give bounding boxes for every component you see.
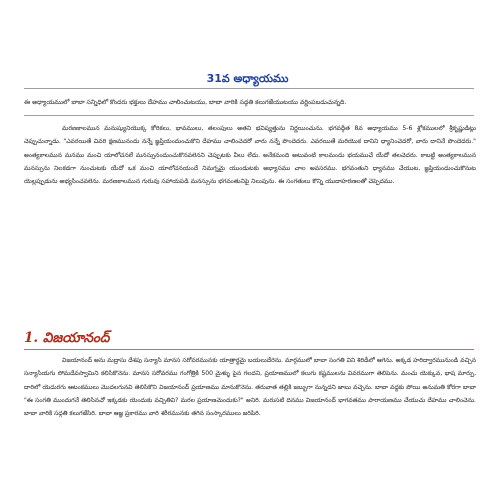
section-heading: 1. విజయానంద్ xyxy=(24,330,110,346)
chapter-title: 31వ అధ్యాయము xyxy=(206,72,289,85)
intro-divider xyxy=(24,115,474,116)
section-divider xyxy=(24,349,474,350)
body-paragraph-2: విజయానంద్ అను మద్రాసు దేశపు సన్యాసి మానస సరోవరమునకు యాత్రార్థమై బయలుదేరెను. మార్గములో బాబా సంగతి విని శిరిడీలో ఆగెను. అక్కడ హరిద్వారమునుండి వచ్చిన సన్యాసియగు సోమదేవస్వామిని కలిసికొనెను. మానస సరోవరము గంగోత్రికి 500 మైళ్ళు పైన గలదని, ప్రయాణములో కలుగు కష్టములను వివరముగా తెలిపెను. మంచు యెక్కువ, భాష మార్పు, దారిలో యెదురగు ఆటంకములు మొదలగునవి తెలిసికొని విజయానంద్ ప్రయాణము మానుకొనెను. తరువాత తల్లికి జబ్బుగా నున్నదని జాబు వచ్చెను. బాబా వద్దకు పోయి అనుమతి కోరగా బాబా "ఈ సంగతి ముందుగనే తెలిసినచో ఇక్కడకు యెందుకు వచ్చితివి? మరల ప్రయాణమెందుకు?" అనిరి. మరుసటి దినము విజయానంద్ భాగవతము పారాయణము చేయుచు దేహము చాలించెను. బాబా వారికి సద్గతి కలుగజేసిరి. బాబా ఆజ్ఞ ప్రకారము వారి శరీరమునకు తగిన సంస్కారములు జరిపిరి. xyxy=(24,357,476,418)
body-paragraph-1: మరణకాలమున మనుష్యునియొక్క కోరికలు, భావములు, తలంపులు అతని భవిష్యత్తును నిర్ణయించును. భగవద్గీత 8వ అధ్యాయము 5-6 శ్లోకములలో శ్రీకృష్ణుడిట్లు చెప్పుచున్నాడు. "ఎవరయితే చివరి క్షణమునందు నన్నే జ్ఞప్తియందుంచుకొని దేహము చాలించెదరో వారు నన్నే పొందెదరు. ఎవరయితే మరియొక దానిని ధ్యానించెదరో, వారు దానినే పొందెదరు." అంత్యకాలమున మనము మంచి యాలోచనలే మనస్సునందుంచుకొనవలెనని చెప్పుటకు వీలు లేదు. అనేకమంది అటువంటి కాలమందు భయముచే యేదో తలచెదరు. కాబట్టి అంత్యకాలమున మనస్సును నిలకడగా నుంచుటకు యేదో ఒక మంచి యాలోచనయందే నిమగ్నమై యుండుటకు అభ్యాసము చాల అవసరము. భగవంతుని ధ్యానము చేయుట, జ్ఞప్తియందుంచుకొనుట యెల్లప్పుడును అభ్యసించవలెను. మరణకాలమున గురువు సహాయపడి మనస్సును భగవంతునిపై నిలుపును. ఈ సంగతులు కొన్ని యుదాహరణలతో చెప్పెదము. xyxy=(24,125,476,186)
chapter-intro: ఈ అధ్యాయములో బాబా సన్నిధిలో కొందరు భక్తులు దేహము చాలించుటయు, బాబా వారికి సద్గతి కలుగజేయుటయు వర్ణింపబడుచున్నది. xyxy=(24,99,347,106)
top-divider xyxy=(24,88,474,89)
